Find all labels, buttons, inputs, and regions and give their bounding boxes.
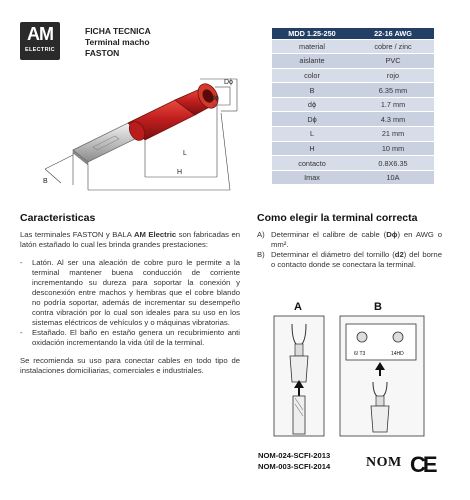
step-a-bold: Dϕ — [386, 230, 398, 239]
terminal-label-t3: 6/ T3 — [354, 351, 366, 357]
step-b — [257, 250, 442, 270]
panel-a-cable — [293, 396, 305, 434]
spec-key: contacto — [272, 156, 352, 171]
spec-row — [272, 68, 434, 83]
header-line-1: FICHA TECNICA — [85, 26, 151, 36]
dim-label-B: B — [43, 178, 48, 185]
spec-row — [272, 54, 434, 69]
brand-name: AM Electric — [133, 230, 177, 239]
spec-value: 1.7 mm — [352, 97, 434, 112]
spec-key: H — [272, 141, 352, 156]
step-b-bold: d2 — [394, 250, 404, 259]
spec-key: L — [272, 127, 352, 142]
screw-right-icon — [393, 332, 403, 342]
spec-table — [272, 28, 434, 185]
logo-text-big: AM — [27, 24, 53, 44]
nom-logo: NOM — [366, 455, 402, 470]
step-b-text-1: Determinar el diámetro del tornillo ( — [271, 250, 395, 259]
spec-key: material — [272, 39, 352, 54]
norms-list — [258, 450, 330, 472]
list-dash: - — [20, 258, 23, 267]
spec-row — [272, 127, 434, 142]
spec-key: B — [272, 83, 352, 98]
spec-key: color — [272, 68, 352, 83]
intro-text-b: son fabricadas en latón estañado lo cual les brinda grandes prestaciones: — [20, 230, 240, 249]
spec-row — [272, 170, 434, 185]
step-b-label: B) — [257, 250, 265, 259]
dim-label-L: L — [183, 150, 187, 157]
spec-row — [272, 39, 434, 54]
figure-label-a: A — [294, 301, 302, 314]
spec-value: 21 mm — [352, 127, 434, 142]
step-a-text — [271, 230, 442, 250]
spec-value: 6.35 mm — [352, 83, 434, 98]
intro-text-a: Las terminales FASTON y BALA — [20, 230, 134, 239]
ce-mark: CE — [410, 452, 435, 477]
list-dash: - — [20, 328, 23, 337]
spec-row — [272, 141, 434, 156]
terminal-label-14hd: 14HD — [391, 351, 404, 357]
document-header — [85, 26, 151, 59]
spec-row — [272, 112, 434, 127]
spec-key: Imax — [272, 170, 352, 185]
spec-value: PVC — [352, 54, 434, 69]
am-electric-logo — [20, 22, 60, 60]
step-b-text — [271, 250, 442, 270]
list-item — [20, 328, 240, 348]
dim-label-dphi: dϕ — [211, 95, 219, 102]
dim-label-H: H — [177, 169, 183, 176]
spec-value: 10 mm — [352, 141, 434, 156]
spec-key: Dϕ — [272, 112, 352, 127]
step-b-text-2: ) del borne o contacto donde se conectara la terminal. — [271, 250, 442, 269]
header-line-3: FASTON — [85, 48, 120, 58]
spec-row — [272, 156, 434, 171]
spec-table-header — [272, 28, 434, 39]
terminal-dimension-diagram — [25, 65, 255, 210]
como-elegir-title: Como elegir la terminal correcta — [257, 212, 418, 224]
step-a-text-1: Determinar el calibre de cable ( — [271, 230, 387, 239]
red-insulator — [126, 80, 222, 143]
dim-label-Dphi: Dϕ — [224, 79, 233, 86]
spec-value: 10A — [352, 170, 434, 185]
spec-head-awg: 22-16 AWG — [352, 28, 434, 39]
outro-paragraph: Se recomienda su uso para conectar cables en todo tipo de instalaciones domiciliarias, comerciales e industriales. — [20, 356, 240, 375]
logo-text-small: ELECTRIC — [25, 47, 55, 53]
spec-key: dϕ — [272, 97, 352, 112]
norm-2: NOM-003-SCFI-2014 — [258, 462, 331, 471]
screw-left-icon — [357, 332, 367, 342]
list-item — [20, 258, 240, 328]
header-line-2: Terminal macho — [85, 37, 150, 47]
intro-paragraph — [20, 230, 240, 250]
caracteristicas-body — [20, 230, 240, 376]
list-item-text: Estañado. El baño en estaño genera un recubrimiento anti oxidación incrementando la vida útil de la terminal. — [32, 328, 240, 347]
spec-value: rojo — [352, 68, 434, 83]
spec-value: 4.3 mm — [352, 112, 434, 127]
selection-figure — [270, 300, 430, 440]
spec-value: 0.8X6.35 — [352, 156, 434, 171]
spec-row — [272, 97, 434, 112]
caracteristicas-title: Caracteristicas — [20, 212, 96, 224]
step-a — [257, 230, 442, 250]
list-item-text: Latón. Al ser una aleación de cobre puro le permite a la terminal mantener buena conducción de corriente incrementando su dureza para soportar la conexión y desconexión entre machos y hembras que el cobre blando no podría soportar, además de incrementar su desempeño contra vibración por lo cual son ideales para su uso en los sistemas eléctricos de vehículos y o máquinas vibratorias. — [32, 258, 240, 327]
norm-1: NOM-024-SCFI-2013 — [258, 451, 331, 460]
step-a-text-2: ) en AWG o mm². — [271, 230, 442, 249]
spec-value: cobre / zinc — [352, 39, 434, 54]
como-elegir-body — [257, 230, 442, 270]
spec-head-model: MDD 1.25-250 — [272, 28, 352, 39]
spec-row — [272, 83, 434, 98]
step-a-label: A) — [257, 230, 265, 239]
spec-key: aislante — [272, 54, 352, 69]
figure-label-b: B — [374, 301, 382, 314]
